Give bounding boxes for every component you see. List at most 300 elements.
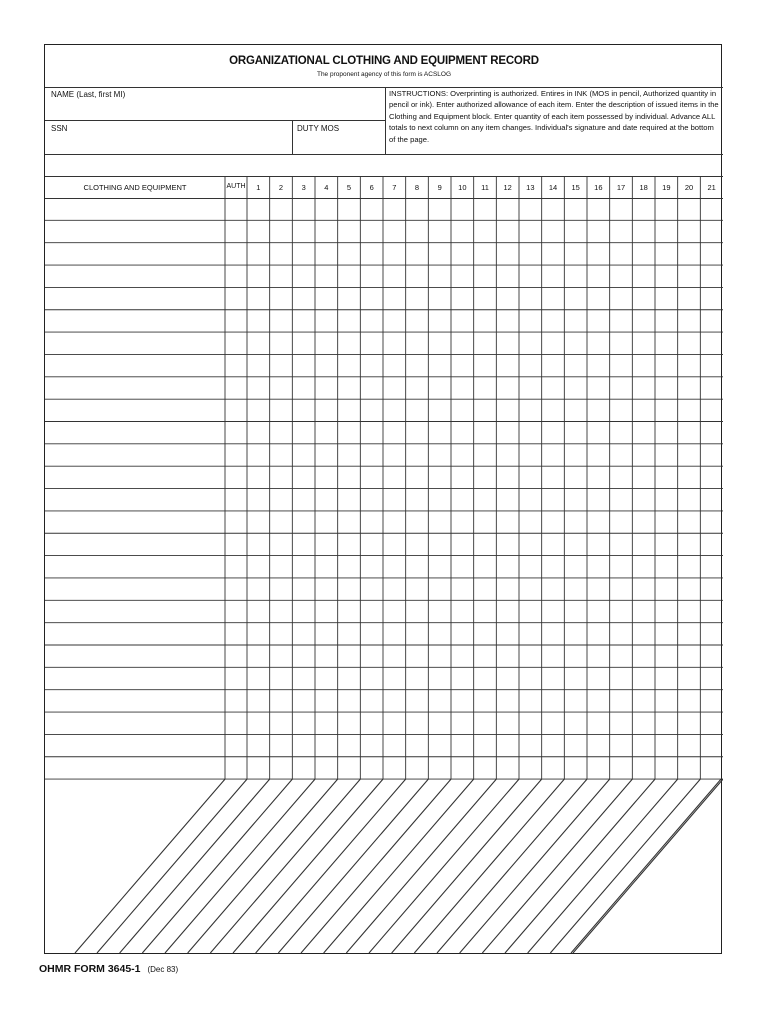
quantity-cell[interactable] [407, 199, 428, 219]
quantity-cell[interactable] [588, 221, 609, 241]
quantity-cell[interactable] [429, 199, 450, 219]
quantity-cell[interactable] [543, 199, 564, 219]
item-description-cell[interactable] [46, 311, 224, 331]
quantity-cell[interactable] [384, 579, 405, 599]
quantity-cell[interactable] [452, 355, 473, 375]
quantity-cell[interactable] [520, 534, 541, 554]
quantity-cell[interactable] [339, 512, 360, 532]
quantity-cell[interactable] [679, 713, 700, 733]
quantity-cell[interactable] [384, 311, 405, 331]
quantity-cell[interactable] [475, 758, 496, 778]
auth-quantity-cell[interactable] [226, 512, 246, 532]
quantity-cell[interactable] [679, 490, 700, 510]
quantity-cell[interactable] [611, 199, 632, 219]
quantity-cell[interactable] [520, 355, 541, 375]
quantity-cell[interactable] [520, 266, 541, 286]
quantity-cell[interactable] [407, 601, 428, 621]
quantity-cell[interactable] [452, 445, 473, 465]
quantity-cell[interactable] [633, 646, 654, 666]
quantity-cell[interactable] [429, 579, 450, 599]
quantity-cell[interactable] [543, 244, 564, 264]
quantity-cell[interactable] [679, 534, 700, 554]
quantity-cell[interactable] [339, 534, 360, 554]
quantity-cell[interactable] [633, 713, 654, 733]
quantity-cell[interactable] [588, 467, 609, 487]
quantity-cell[interactable] [339, 221, 360, 241]
quantity-cell[interactable] [565, 646, 586, 666]
quantity-cell[interactable] [271, 378, 292, 398]
quantity-cell[interactable] [656, 355, 677, 375]
quantity-cell[interactable] [543, 221, 564, 241]
quantity-cell[interactable] [407, 668, 428, 688]
quantity-cell[interactable] [407, 355, 428, 375]
quantity-cell[interactable] [679, 601, 700, 621]
quantity-cell[interactable] [271, 311, 292, 331]
quantity-cell[interactable] [611, 601, 632, 621]
auth-quantity-cell[interactable] [226, 199, 246, 219]
quantity-cell[interactable] [316, 221, 337, 241]
quantity-cell[interactable] [271, 244, 292, 264]
quantity-cell[interactable] [384, 534, 405, 554]
quantity-cell[interactable] [293, 378, 314, 398]
quantity-cell[interactable] [339, 758, 360, 778]
quantity-cell[interactable] [452, 378, 473, 398]
quantity-cell[interactable] [316, 758, 337, 778]
quantity-cell[interactable] [316, 490, 337, 510]
quantity-cell[interactable] [520, 758, 541, 778]
quantity-cell[interactable] [656, 512, 677, 532]
quantity-cell[interactable] [384, 221, 405, 241]
quantity-cell[interactable] [588, 378, 609, 398]
quantity-cell[interactable] [588, 244, 609, 264]
quantity-cell[interactable] [543, 624, 564, 644]
quantity-cell[interactable] [611, 400, 632, 420]
quantity-cell[interactable] [271, 266, 292, 286]
quantity-cell[interactable] [429, 467, 450, 487]
quantity-cell[interactable] [497, 266, 518, 286]
quantity-cell[interactable] [520, 668, 541, 688]
quantity-cell[interactable] [293, 266, 314, 286]
quantity-cell[interactable] [271, 445, 292, 465]
quantity-cell[interactable] [611, 333, 632, 353]
quantity-cell[interactable] [407, 713, 428, 733]
quantity-cell[interactable] [679, 199, 700, 219]
quantity-cell[interactable] [475, 221, 496, 241]
quantity-cell[interactable] [611, 445, 632, 465]
item-description-cell[interactable] [46, 378, 224, 398]
quantity-cell[interactable] [407, 288, 428, 308]
quantity-cell[interactable] [248, 311, 269, 331]
quantity-cell[interactable] [361, 735, 382, 755]
quantity-cell[interactable] [339, 646, 360, 666]
quantity-cell[interactable] [475, 244, 496, 264]
quantity-cell[interactable] [429, 333, 450, 353]
quantity-cell[interactable] [679, 221, 700, 241]
auth-quantity-cell[interactable] [226, 378, 246, 398]
quantity-cell[interactable] [407, 691, 428, 711]
quantity-cell[interactable] [497, 199, 518, 219]
quantity-cell[interactable] [271, 624, 292, 644]
quantity-cell[interactable] [633, 758, 654, 778]
quantity-cell[interactable] [248, 713, 269, 733]
quantity-cell[interactable] [429, 735, 450, 755]
quantity-cell[interactable] [361, 355, 382, 375]
quantity-cell[interactable] [633, 400, 654, 420]
quantity-cell[interactable] [452, 266, 473, 286]
auth-quantity-cell[interactable] [226, 266, 246, 286]
quantity-cell[interactable] [384, 490, 405, 510]
auth-quantity-cell[interactable] [226, 579, 246, 599]
quantity-cell[interactable] [248, 244, 269, 264]
quantity-cell[interactable] [248, 579, 269, 599]
quantity-cell[interactable] [361, 758, 382, 778]
quantity-cell[interactable] [316, 423, 337, 443]
quantity-cell[interactable] [543, 579, 564, 599]
quantity-cell[interactable] [611, 244, 632, 264]
quantity-cell[interactable] [293, 758, 314, 778]
quantity-cell[interactable] [429, 490, 450, 510]
auth-quantity-cell[interactable] [226, 244, 246, 264]
quantity-cell[interactable] [339, 601, 360, 621]
quantity-cell[interactable] [497, 288, 518, 308]
quantity-cell[interactable] [633, 311, 654, 331]
quantity-cell[interactable] [565, 221, 586, 241]
quantity-cell[interactable] [611, 758, 632, 778]
quantity-cell[interactable] [475, 557, 496, 577]
quantity-cell[interactable] [452, 691, 473, 711]
quantity-cell[interactable] [588, 735, 609, 755]
quantity-cell[interactable] [588, 355, 609, 375]
quantity-cell[interactable] [701, 244, 722, 264]
quantity-cell[interactable] [497, 378, 518, 398]
quantity-cell[interactable] [656, 691, 677, 711]
quantity-cell[interactable] [361, 221, 382, 241]
quantity-cell[interactable] [339, 378, 360, 398]
quantity-cell[interactable] [384, 355, 405, 375]
quantity-cell[interactable] [543, 288, 564, 308]
quantity-cell[interactable] [475, 378, 496, 398]
quantity-cell[interactable] [633, 266, 654, 286]
item-description-cell[interactable] [46, 490, 224, 510]
quantity-cell[interactable] [543, 668, 564, 688]
quantity-cell[interactable] [248, 266, 269, 286]
quantity-cell[interactable] [452, 221, 473, 241]
quantity-cell[interactable] [248, 512, 269, 532]
quantity-cell[interactable] [588, 400, 609, 420]
auth-quantity-cell[interactable] [226, 490, 246, 510]
quantity-cell[interactable] [588, 557, 609, 577]
quantity-cell[interactable] [271, 646, 292, 666]
quantity-cell[interactable] [497, 490, 518, 510]
quantity-cell[interactable] [679, 691, 700, 711]
quantity-cell[interactable] [497, 624, 518, 644]
quantity-cell[interactable] [611, 288, 632, 308]
quantity-cell[interactable] [679, 311, 700, 331]
quantity-cell[interactable] [497, 333, 518, 353]
quantity-cell[interactable] [565, 735, 586, 755]
quantity-cell[interactable] [611, 713, 632, 733]
quantity-cell[interactable] [429, 423, 450, 443]
quantity-cell[interactable] [611, 266, 632, 286]
quantity-cell[interactable] [316, 355, 337, 375]
auth-quantity-cell[interactable] [226, 758, 246, 778]
quantity-cell[interactable] [701, 423, 722, 443]
item-description-cell[interactable] [46, 691, 224, 711]
quantity-cell[interactable] [679, 467, 700, 487]
item-description-cell[interactable] [46, 557, 224, 577]
quantity-cell[interactable] [429, 512, 450, 532]
quantity-cell[interactable] [565, 333, 586, 353]
quantity-cell[interactable] [361, 691, 382, 711]
quantity-cell[interactable] [656, 423, 677, 443]
quantity-cell[interactable] [611, 490, 632, 510]
quantity-cell[interactable] [452, 199, 473, 219]
quantity-cell[interactable] [543, 557, 564, 577]
quantity-cell[interactable] [475, 668, 496, 688]
quantity-cell[interactable] [588, 624, 609, 644]
quantity-cell[interactable] [656, 288, 677, 308]
quantity-cell[interactable] [565, 758, 586, 778]
quantity-cell[interactable] [339, 691, 360, 711]
quantity-cell[interactable] [633, 668, 654, 688]
quantity-cell[interactable] [497, 668, 518, 688]
quantity-cell[interactable] [565, 355, 586, 375]
quantity-cell[interactable] [543, 445, 564, 465]
quantity-cell[interactable] [384, 266, 405, 286]
quantity-cell[interactable] [679, 333, 700, 353]
quantity-cell[interactable] [248, 355, 269, 375]
quantity-cell[interactable] [429, 244, 450, 264]
quantity-cell[interactable] [543, 266, 564, 286]
auth-quantity-cell[interactable] [226, 713, 246, 733]
quantity-cell[interactable] [633, 244, 654, 264]
quantity-cell[interactable] [565, 691, 586, 711]
quantity-cell[interactable] [565, 512, 586, 532]
quantity-cell[interactable] [701, 512, 722, 532]
quantity-cell[interactable] [339, 557, 360, 577]
auth-quantity-cell[interactable] [226, 534, 246, 554]
quantity-cell[interactable] [543, 758, 564, 778]
quantity-cell[interactable] [701, 534, 722, 554]
quantity-cell[interactable] [407, 266, 428, 286]
quantity-cell[interactable] [429, 445, 450, 465]
quantity-cell[interactable] [384, 333, 405, 353]
quantity-cell[interactable] [361, 288, 382, 308]
quantity-cell[interactable] [497, 646, 518, 666]
quantity-cell[interactable] [429, 400, 450, 420]
quantity-cell[interactable] [656, 199, 677, 219]
quantity-cell[interactable] [271, 288, 292, 308]
quantity-cell[interactable] [429, 534, 450, 554]
quantity-cell[interactable] [361, 534, 382, 554]
quantity-cell[interactable] [271, 758, 292, 778]
quantity-cell[interactable] [293, 221, 314, 241]
quantity-cell[interactable] [293, 579, 314, 599]
quantity-cell[interactable] [452, 624, 473, 644]
quantity-cell[interactable] [384, 557, 405, 577]
quantity-cell[interactable] [429, 668, 450, 688]
quantity-cell[interactable] [475, 355, 496, 375]
quantity-cell[interactable] [384, 378, 405, 398]
quantity-cell[interactable] [271, 713, 292, 733]
quantity-cell[interactable] [701, 378, 722, 398]
quantity-cell[interactable] [520, 624, 541, 644]
quantity-cell[interactable] [679, 288, 700, 308]
quantity-cell[interactable] [565, 534, 586, 554]
quantity-cell[interactable] [316, 445, 337, 465]
quantity-cell[interactable] [339, 445, 360, 465]
quantity-cell[interactable] [656, 244, 677, 264]
quantity-cell[interactable] [316, 601, 337, 621]
item-description-cell[interactable] [46, 601, 224, 621]
quantity-cell[interactable] [656, 534, 677, 554]
auth-quantity-cell[interactable] [226, 333, 246, 353]
quantity-cell[interactable] [588, 288, 609, 308]
quantity-cell[interactable] [656, 266, 677, 286]
quantity-cell[interactable] [497, 534, 518, 554]
quantity-cell[interactable] [384, 713, 405, 733]
quantity-cell[interactable] [679, 668, 700, 688]
quantity-cell[interactable] [565, 445, 586, 465]
quantity-cell[interactable] [633, 445, 654, 465]
quantity-cell[interactable] [588, 534, 609, 554]
quantity-cell[interactable] [452, 534, 473, 554]
auth-quantity-cell[interactable] [226, 355, 246, 375]
quantity-cell[interactable] [452, 311, 473, 331]
quantity-cell[interactable] [407, 467, 428, 487]
quantity-cell[interactable] [429, 691, 450, 711]
auth-quantity-cell[interactable] [226, 601, 246, 621]
quantity-cell[interactable] [633, 624, 654, 644]
quantity-cell[interactable] [520, 579, 541, 599]
quantity-cell[interactable] [429, 378, 450, 398]
quantity-cell[interactable] [475, 601, 496, 621]
quantity-cell[interactable] [248, 557, 269, 577]
quantity-cell[interactable] [316, 579, 337, 599]
quantity-cell[interactable] [520, 646, 541, 666]
quantity-cell[interactable] [497, 557, 518, 577]
auth-quantity-cell[interactable] [226, 691, 246, 711]
quantity-cell[interactable] [543, 311, 564, 331]
quantity-cell[interactable] [588, 579, 609, 599]
quantity-cell[interactable] [543, 534, 564, 554]
quantity-cell[interactable] [565, 557, 586, 577]
quantity-cell[interactable] [316, 646, 337, 666]
quantity-cell[interactable] [248, 221, 269, 241]
quantity-cell[interactable] [565, 624, 586, 644]
auth-quantity-cell[interactable] [226, 646, 246, 666]
quantity-cell[interactable] [248, 758, 269, 778]
quantity-cell[interactable] [520, 735, 541, 755]
quantity-cell[interactable] [361, 668, 382, 688]
quantity-cell[interactable] [293, 288, 314, 308]
quantity-cell[interactable] [565, 490, 586, 510]
quantity-cell[interactable] [543, 691, 564, 711]
quantity-cell[interactable] [565, 244, 586, 264]
quantity-cell[interactable] [384, 244, 405, 264]
quantity-cell[interactable] [361, 311, 382, 331]
quantity-cell[interactable] [271, 467, 292, 487]
quantity-cell[interactable] [656, 735, 677, 755]
quantity-cell[interactable] [316, 624, 337, 644]
quantity-cell[interactable] [475, 691, 496, 711]
quantity-cell[interactable] [633, 735, 654, 755]
quantity-cell[interactable] [271, 423, 292, 443]
quantity-cell[interactable] [339, 735, 360, 755]
quantity-cell[interactable] [520, 445, 541, 465]
quantity-cell[interactable] [543, 713, 564, 733]
quantity-cell[interactable] [293, 534, 314, 554]
quantity-cell[interactable] [339, 199, 360, 219]
quantity-cell[interactable] [293, 691, 314, 711]
quantity-cell[interactable] [248, 735, 269, 755]
item-description-cell[interactable] [46, 400, 224, 420]
quantity-cell[interactable] [701, 467, 722, 487]
quantity-cell[interactable] [497, 400, 518, 420]
quantity-cell[interactable] [407, 445, 428, 465]
quantity-cell[interactable] [452, 579, 473, 599]
quantity-cell[interactable] [248, 378, 269, 398]
quantity-cell[interactable] [271, 668, 292, 688]
quantity-cell[interactable] [633, 467, 654, 487]
quantity-cell[interactable] [293, 355, 314, 375]
quantity-cell[interactable] [633, 557, 654, 577]
quantity-cell[interactable] [588, 266, 609, 286]
quantity-cell[interactable] [248, 423, 269, 443]
quantity-cell[interactable] [452, 758, 473, 778]
auth-quantity-cell[interactable] [226, 668, 246, 688]
quantity-cell[interactable] [611, 423, 632, 443]
quantity-cell[interactable] [429, 557, 450, 577]
item-description-cell[interactable] [46, 624, 224, 644]
quantity-cell[interactable] [497, 467, 518, 487]
quantity-cell[interactable] [611, 221, 632, 241]
quantity-cell[interactable] [565, 288, 586, 308]
quantity-cell[interactable] [248, 601, 269, 621]
quantity-cell[interactable] [588, 512, 609, 532]
auth-quantity-cell[interactable] [226, 467, 246, 487]
quantity-cell[interactable] [384, 735, 405, 755]
quantity-cell[interactable] [679, 378, 700, 398]
auth-quantity-cell[interactable] [226, 221, 246, 241]
item-description-cell[interactable] [46, 244, 224, 264]
quantity-cell[interactable] [407, 758, 428, 778]
quantity-cell[interactable] [611, 735, 632, 755]
item-description-cell[interactable] [46, 668, 224, 688]
quantity-cell[interactable] [701, 311, 722, 331]
quantity-cell[interactable] [293, 244, 314, 264]
quantity-cell[interactable] [565, 467, 586, 487]
item-description-cell[interactable] [46, 758, 224, 778]
item-description-cell[interactable] [46, 221, 224, 241]
quantity-cell[interactable] [271, 400, 292, 420]
quantity-cell[interactable] [339, 355, 360, 375]
quantity-cell[interactable] [248, 400, 269, 420]
quantity-cell[interactable] [271, 333, 292, 353]
quantity-cell[interactable] [452, 490, 473, 510]
quantity-cell[interactable] [565, 266, 586, 286]
quantity-cell[interactable] [339, 333, 360, 353]
quantity-cell[interactable] [316, 244, 337, 264]
quantity-cell[interactable] [679, 423, 700, 443]
quantity-cell[interactable] [701, 355, 722, 375]
item-description-cell[interactable] [46, 512, 224, 532]
quantity-cell[interactable] [271, 579, 292, 599]
item-description-cell[interactable] [46, 713, 224, 733]
quantity-cell[interactable] [475, 400, 496, 420]
quantity-cell[interactable] [497, 311, 518, 331]
quantity-cell[interactable] [520, 244, 541, 264]
